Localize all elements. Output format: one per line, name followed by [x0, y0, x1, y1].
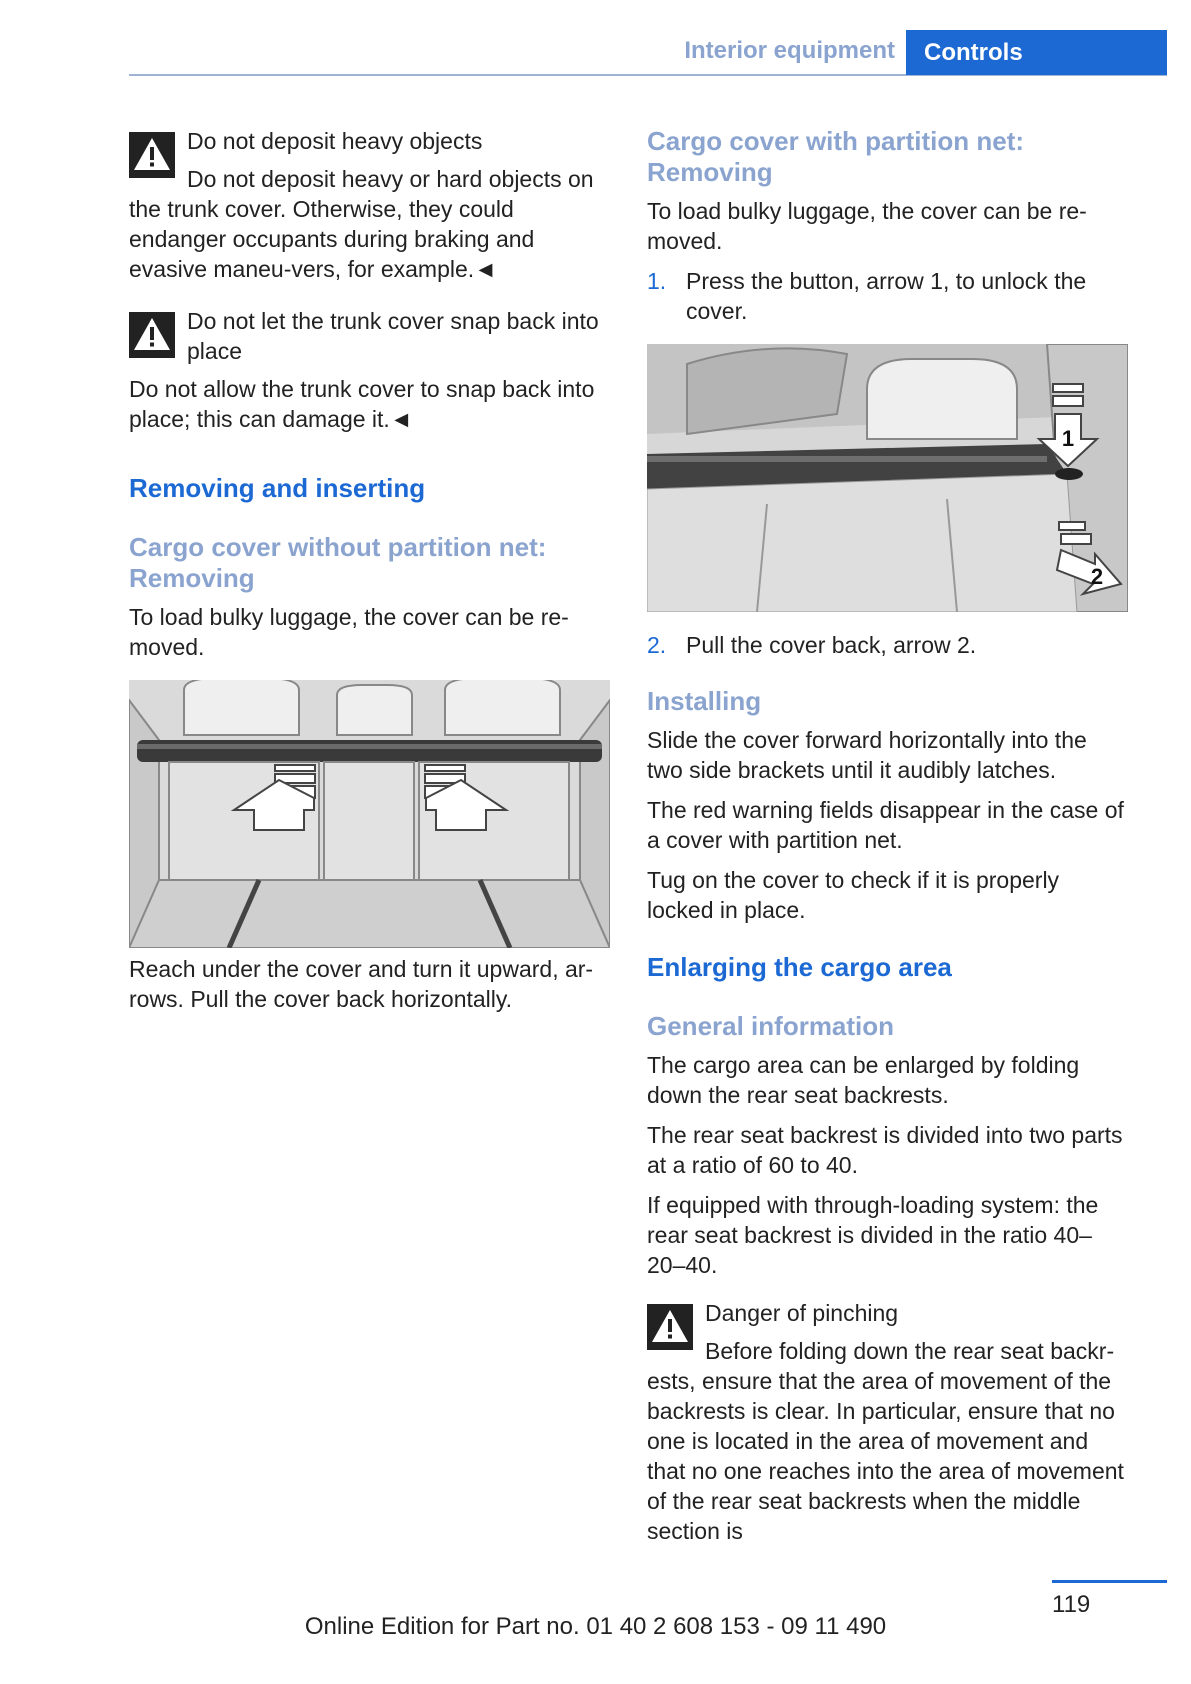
header-section-title: Interior equipment: [684, 37, 895, 64]
warning-body: Do not deposit heavy or hard objects on the trunk cover. Otherwise, they could endanger occupants during braking and evasive maneu-vers, for example.◄: [129, 166, 594, 282]
page-number: 119: [1052, 1591, 1091, 1618]
paragraph: The red warning fields disappear in the case of a cover with partition net.: [647, 797, 1124, 853]
paragraph-without-partition-net: To load bulky luggage, the cover can be re-moved.: [129, 604, 569, 660]
paragraph: If equipped with through-loading system: the rear seat backrest is divided in the ratio 40–20–40.: [647, 1192, 1099, 1278]
warning-icon: [129, 312, 175, 358]
paragraph-with-partition-net: To load bulky luggage, the cover can be re-moved.: [647, 198, 1087, 254]
figure-label-arrow-1: 1: [1061, 426, 1075, 451]
paragraph: The rear seat backrest is divided into two parts at a ratio of 60 to 40.: [647, 1122, 1123, 1178]
warning-title: Do not deposit heavy objects: [187, 128, 483, 154]
subheading-without-partition-net: Cargo cover without partition net: Removing: [129, 532, 547, 593]
heading-enlarging-cargo-area: Enlarging the cargo area: [647, 952, 952, 982]
figure-cargo-cover-removal: [129, 680, 610, 948]
warning-body: Do not allow the trunk cover to snap back into place; this can damage it.◄: [129, 376, 595, 432]
list-item: [647, 630, 1128, 660]
warning-danger-pinching: [647, 1298, 1128, 1546]
warning-title: Danger of pinching: [705, 1300, 899, 1326]
subheading-general-information: General information: [647, 1011, 895, 1041]
warning-heavy-objects: [129, 126, 610, 284]
list-text: Press the button, arrow 1, to unlock the cover.: [686, 268, 1087, 324]
figure-cargo-cover-button: [647, 344, 1128, 612]
subheading-with-partition-net: Cargo cover with partition net: Removing: [647, 126, 1025, 187]
right-column: [647, 126, 1128, 1556]
figure-caption-without-net: Reach under the cover and turn it upward, ar-rows. Pull the cover back horizontally.: [129, 956, 594, 1012]
figure-label-arrow-2: 2: [1090, 564, 1104, 589]
list-number: 1.: [647, 268, 667, 294]
paragraph: Tug on the cover to check if it is properly locked in place.: [647, 867, 1060, 923]
list-item: [647, 266, 1128, 326]
footer-edition: Online Edition for Part no. 01 40 2 608 153 - 09 11 490: [304, 1613, 887, 1640]
warning-title: Do not let the trunk cover snap back into place: [187, 308, 599, 364]
list-number: 2.: [647, 632, 667, 658]
footer-rule: [1052, 1580, 1167, 1583]
left-column: [129, 126, 610, 1024]
warning-icon: [647, 1304, 693, 1350]
warning-icon: [129, 132, 175, 178]
list-text: Pull the cover back, arrow 2.: [686, 632, 977, 658]
subheading-installing: Installing: [647, 686, 762, 716]
paragraph: Slide the cover forward horizontally into the two side brackets until it audibly latches.: [647, 727, 1087, 783]
warning-snap-back: [129, 306, 610, 434]
header-chapter-tab: Controls: [906, 30, 1167, 75]
paragraph: The cargo area can be enlarged by folding down the rear seat backrests.: [647, 1052, 1080, 1108]
warning-body: Before folding down the rear seat backr-ests, ensure that the area of movement of the backrests is clear. In particular, ensure that no one is located in the area of movement and that no one reaches into the area of movement of the rear seat backrests when the middle section is: [647, 1338, 1124, 1544]
heading-removing-inserting: Removing and inserting: [129, 473, 426, 503]
